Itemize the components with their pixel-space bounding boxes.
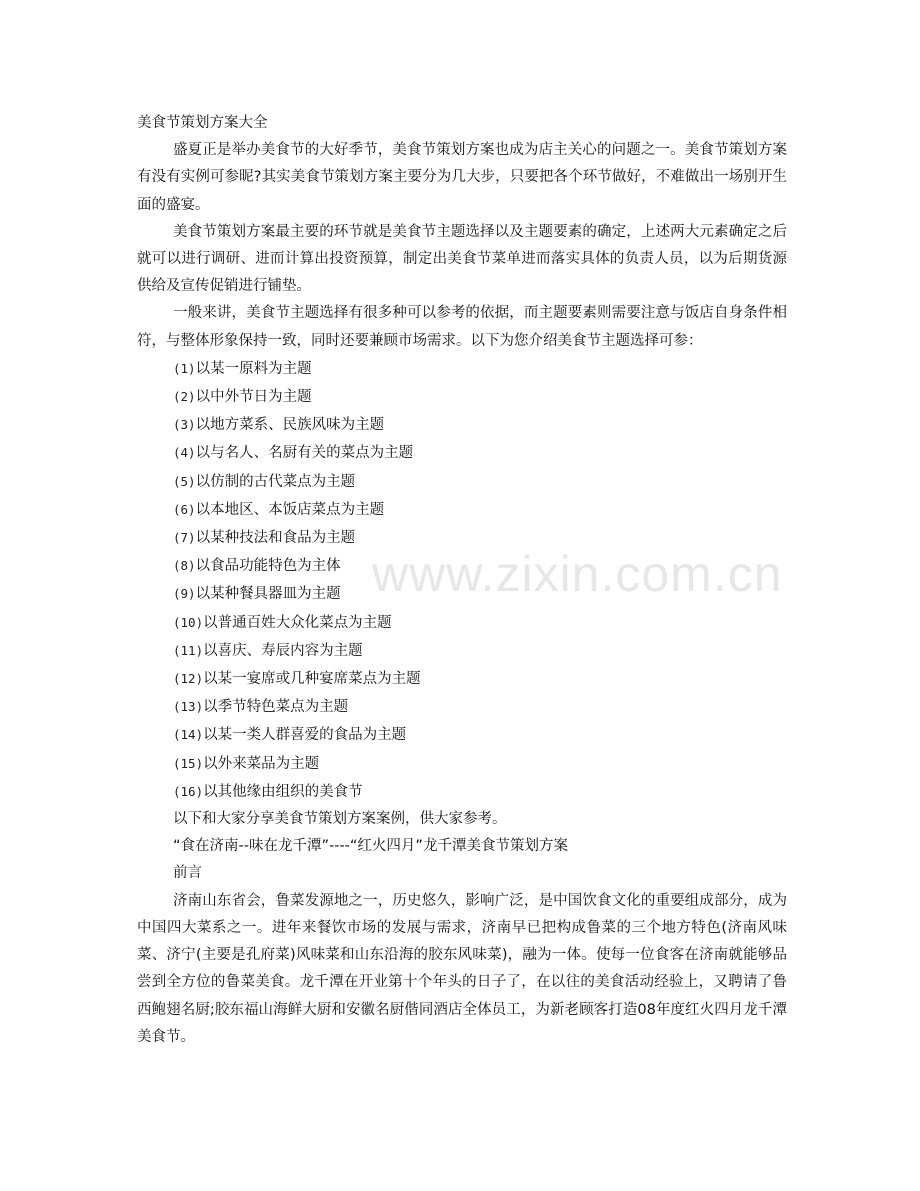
- list-item-text: 以中外节日为主题: [195, 389, 312, 406]
- list-item-number: (8): [173, 558, 196, 574]
- list-item-text: 以某种餐具器皿为主题: [195, 586, 341, 603]
- list-item-text: 以食品功能特色为主体: [195, 558, 341, 575]
- intro-paragraph: 盛夏正是举办美食节的大好季节，美食节策划方案也成为店主关心的问题之一。美食节策划方案有没有实例可参昵?其实美食节策划方案主要分为几大步，只要把各个环节做好，不难做出一场别开生面的盛宴。: [137, 142, 787, 213]
- list-item: [137, 355, 787, 383]
- preface-heading: 前言: [173, 865, 202, 882]
- theme-list: [137, 355, 787, 806]
- document-title: 美食节策划方案大全: [137, 115, 268, 131]
- list-item-number: (11): [173, 642, 204, 658]
- preface-paragraph: 济南山东省会，鲁菜发源地之一，历史悠久，影响广泛，是中国饮食文化的重要组成部分，成为中国四大菜系之一。进年来餐饮市场的发展与需求，济南早已把构成鲁菜的三个地方特色(济南风味菜、济宁(主要是孔府菜)风味菜和山东沿海的胶东风味菜)，融为一体。使每一位食客在济南就能够品尝到全方位的鲁菜美食。龙千潭在开业第十个年头的日子了，在以往的美食活动经验上，又聘请了鲁西鲍翅名厨;胶东福山海鲜大厨和安徽名厨偕同酒店全体员工，为新老顾客打造08年度红火四月龙千潭美食节。: [137, 892, 787, 1045]
- case-title: “食在济南--味在龙千潭”----“红火四月”龙千潭美食节策划方案: [173, 838, 568, 855]
- list-item-number: (16): [173, 783, 204, 799]
- list-item-number: (5): [173, 473, 196, 489]
- list-item: [137, 750, 787, 778]
- list-item-number: (7): [173, 530, 196, 546]
- list-item-number: (1): [173, 360, 196, 376]
- list-item: [137, 468, 787, 496]
- list-item-text: 以某种技法和食品为主题: [195, 530, 356, 547]
- list-item-number: (15): [173, 755, 204, 771]
- list-item-text: 以仿制的古代菜点为主题: [195, 473, 356, 490]
- document-body: [137, 110, 787, 1051]
- share-line: 以下和大家分享美食节策划方案案例，供大家参考。: [173, 811, 507, 828]
- list-item: [137, 665, 787, 693]
- list-item: [137, 609, 787, 637]
- list-item-number: (14): [173, 727, 204, 743]
- list-item-text: 以季节特色菜点为主题: [203, 699, 349, 716]
- list-item-text: 以与名人、名厨有关的菜点为主题: [195, 445, 414, 462]
- list-item: [137, 496, 787, 524]
- list-item-text: 以某一原料为主题: [195, 360, 312, 377]
- list-item-number: (6): [173, 501, 196, 517]
- list-item: [137, 524, 787, 552]
- list-item-text: 以喜庆、寿辰内容为主题: [203, 642, 363, 659]
- list-item-text: 以普通百姓大众化菜点为主题: [203, 614, 392, 631]
- list-item-number: (13): [173, 699, 204, 715]
- list-item-text: 以某一宴席或几种宴席菜点为主题: [203, 671, 421, 688]
- list-item-text: 以地方菜系、民族风味为主题: [195, 417, 385, 434]
- list-item-number: (12): [173, 671, 204, 687]
- list-item: [137, 552, 787, 580]
- list-item: [137, 411, 787, 439]
- list-item: [137, 721, 787, 749]
- list-item-text: 以本地区、本饭店菜点为主题: [195, 501, 385, 518]
- list-item-text: 以外来菜品为主题: [203, 755, 320, 772]
- list-item: [137, 439, 787, 467]
- list-item-text: 以其他缘由组织的美食节: [203, 783, 363, 800]
- theme-selection-paragraph: 一般来讲，美食节主题选择有很多种可以参考的依据，而主题要素则需要注意与饭店自身条件相符，与整体形象保持一致，同时还要兼顾市场需求。以下为您介绍美食节主题选择可参：: [137, 305, 787, 349]
- list-item-text: 以某一类人群喜爱的食品为主题: [203, 727, 407, 744]
- list-item-number: (2): [173, 389, 196, 405]
- list-item: [137, 778, 787, 806]
- list-item-number: (10): [173, 614, 204, 630]
- main-steps-paragraph: 美食节策划方案最主要的环节就是美食节主题选择以及主题要素的确定，上述两大元素确定之后就可以进行调研、进而计算出投资预算，制定出美食节菜单进而落实具体的负责人员，以为后期货源供给及宣传促销进行铺垫。: [137, 223, 787, 295]
- list-item: [137, 383, 787, 411]
- list-item-number: (4): [173, 445, 196, 461]
- list-item-number: (3): [173, 417, 196, 433]
- list-item: [137, 580, 787, 608]
- list-item: [137, 637, 787, 665]
- list-item-number: (9): [173, 586, 196, 602]
- watermark: www.zixin.com.cn: [372, 546, 783, 602]
- list-item: [137, 693, 787, 721]
